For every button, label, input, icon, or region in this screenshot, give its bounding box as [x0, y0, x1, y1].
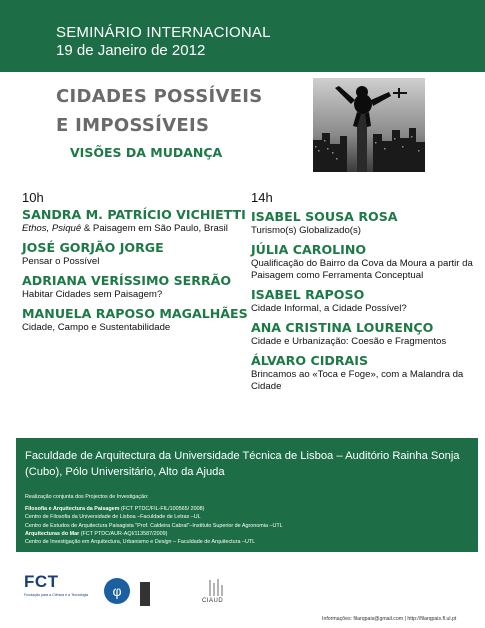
fct-logo-subtitle: Fundação para a Ciência e a Tecnologia — [24, 593, 89, 597]
talk-title: Pensar o Possível — [22, 256, 100, 267]
king-kong-illustration — [313, 78, 425, 172]
talk-title: Cidade e Urbanização: Coesão e Fragmentos — [251, 336, 447, 347]
afternoon-time: 14h — [251, 190, 273, 205]
project-2-title: Arquitecturas do Mar — [25, 530, 80, 537]
king-kong-photo — [313, 78, 425, 172]
talk-title: Cidade, Campo e Sustentabilidade — [22, 322, 171, 333]
speaker-name: MANUELA RAPOSO MAGALHÃES — [22, 306, 248, 321]
footer-contact: Informações: filarqpais@gmail.com | http://filarqpais.fl.ul.pt — [322, 616, 457, 622]
ceap-logo — [140, 582, 194, 606]
fct-logo: FCT — [24, 572, 59, 591]
talk-title: Brincamos ao «Toca e Foge», com a Malandra da Cidade — [251, 369, 464, 392]
venue-text: Faculdade de Arquitectura da Universidade Técnica de Lisboa – Auditório Rainha Sonja (Cubo), Pólo Universitário, Alto da Ajuda — [25, 450, 460, 478]
project-1-line — [25, 505, 473, 513]
talk-title: Qualificação do Bairro da Cova da Moura a partir da Paisagem como Ferramenta Conceptual — [251, 258, 473, 281]
credits-intro: Realização conjunta dos Projectos de Investigação: — [25, 494, 149, 500]
title-line-1: CIDADES POSSÍVEIS — [56, 86, 263, 107]
title-line-2: E IMPOSSÍVEIS — [56, 115, 210, 136]
afternoon-session — [251, 190, 479, 398]
speaker-name: ISABEL SOUSA ROSA — [251, 209, 398, 224]
speaker-name: ÁLVARO CIDRAIS — [251, 353, 369, 368]
venue-band — [16, 438, 478, 552]
project-2-code: (FCT PTDC/AUR-AQI/113587/2009) — [79, 530, 168, 537]
speaker-name: JÚLIA CAROLINO — [251, 242, 367, 257]
subtitle: VISÕES DA MUDANÇA — [70, 145, 223, 160]
project-1-partner-1: Centro de Filosofia da Universidade de Lisboa –Faculdade de Letras –UL — [25, 514, 201, 521]
talk-title: Turismo(s) Globalizado(s) — [251, 225, 361, 236]
event-type: SEMINÁRIO INTERNACIONAL — [56, 24, 271, 41]
project-1-title: Filosofia e Arquitectura da Paisagem — [25, 506, 120, 513]
header-band — [0, 0, 485, 72]
speaker-name: ANA CRISTINA LOURENÇO — [251, 320, 434, 335]
morning-time: 10h — [22, 190, 44, 205]
speaker-name: ISABEL RAPOSO — [251, 287, 365, 302]
event-date: 19 de Janeiro de 2012 — [56, 42, 206, 59]
ciaud-logo-text: CIAUD — [202, 598, 224, 604]
talk-title-rest: & Paisagem em São Paulo, Brasil — [81, 223, 228, 234]
talk-title-italic: Ethos, Psiquê — [22, 223, 82, 234]
project-2-partner: Centro de Investigação em Arquitectura, Urbanismo e Design – Faculdade de Arquitectura –UTL — [25, 539, 256, 546]
talk-title: Cidade Informal, a Cidade Possível? — [251, 303, 407, 314]
speaker-name: SANDRA M. PATRÍCIO VICHIETTI — [22, 207, 246, 222]
morning-session — [22, 190, 254, 339]
project-1-code: (FCT PTDC/FIL-FIL/100565/ 2008) — [119, 506, 205, 513]
speaker-name: ADRIANA VERÍSSIMO SERRÃO — [22, 273, 232, 288]
talk-title: Habitar Cidades sem Paisagem? — [22, 289, 163, 300]
university-logo-icon: φ — [104, 578, 130, 604]
speaker-name: JOSÉ GORJÃO JORGE — [22, 240, 164, 255]
sponsor-logos — [16, 572, 316, 612]
ciaud-logo-mark-icon — [202, 578, 230, 598]
project-2-line — [25, 530, 473, 538]
ciaud-logo — [202, 578, 230, 608]
credits — [25, 493, 473, 546]
talk-title — [22, 223, 254, 235]
project-1-partner-2: Centro de Estudos de Arquitectura Paisagista "Prof. Caldeira Cabral"–Instituto Superior de Agronomia –UTL — [25, 522, 283, 529]
ceap-logo-mark — [140, 582, 150, 606]
